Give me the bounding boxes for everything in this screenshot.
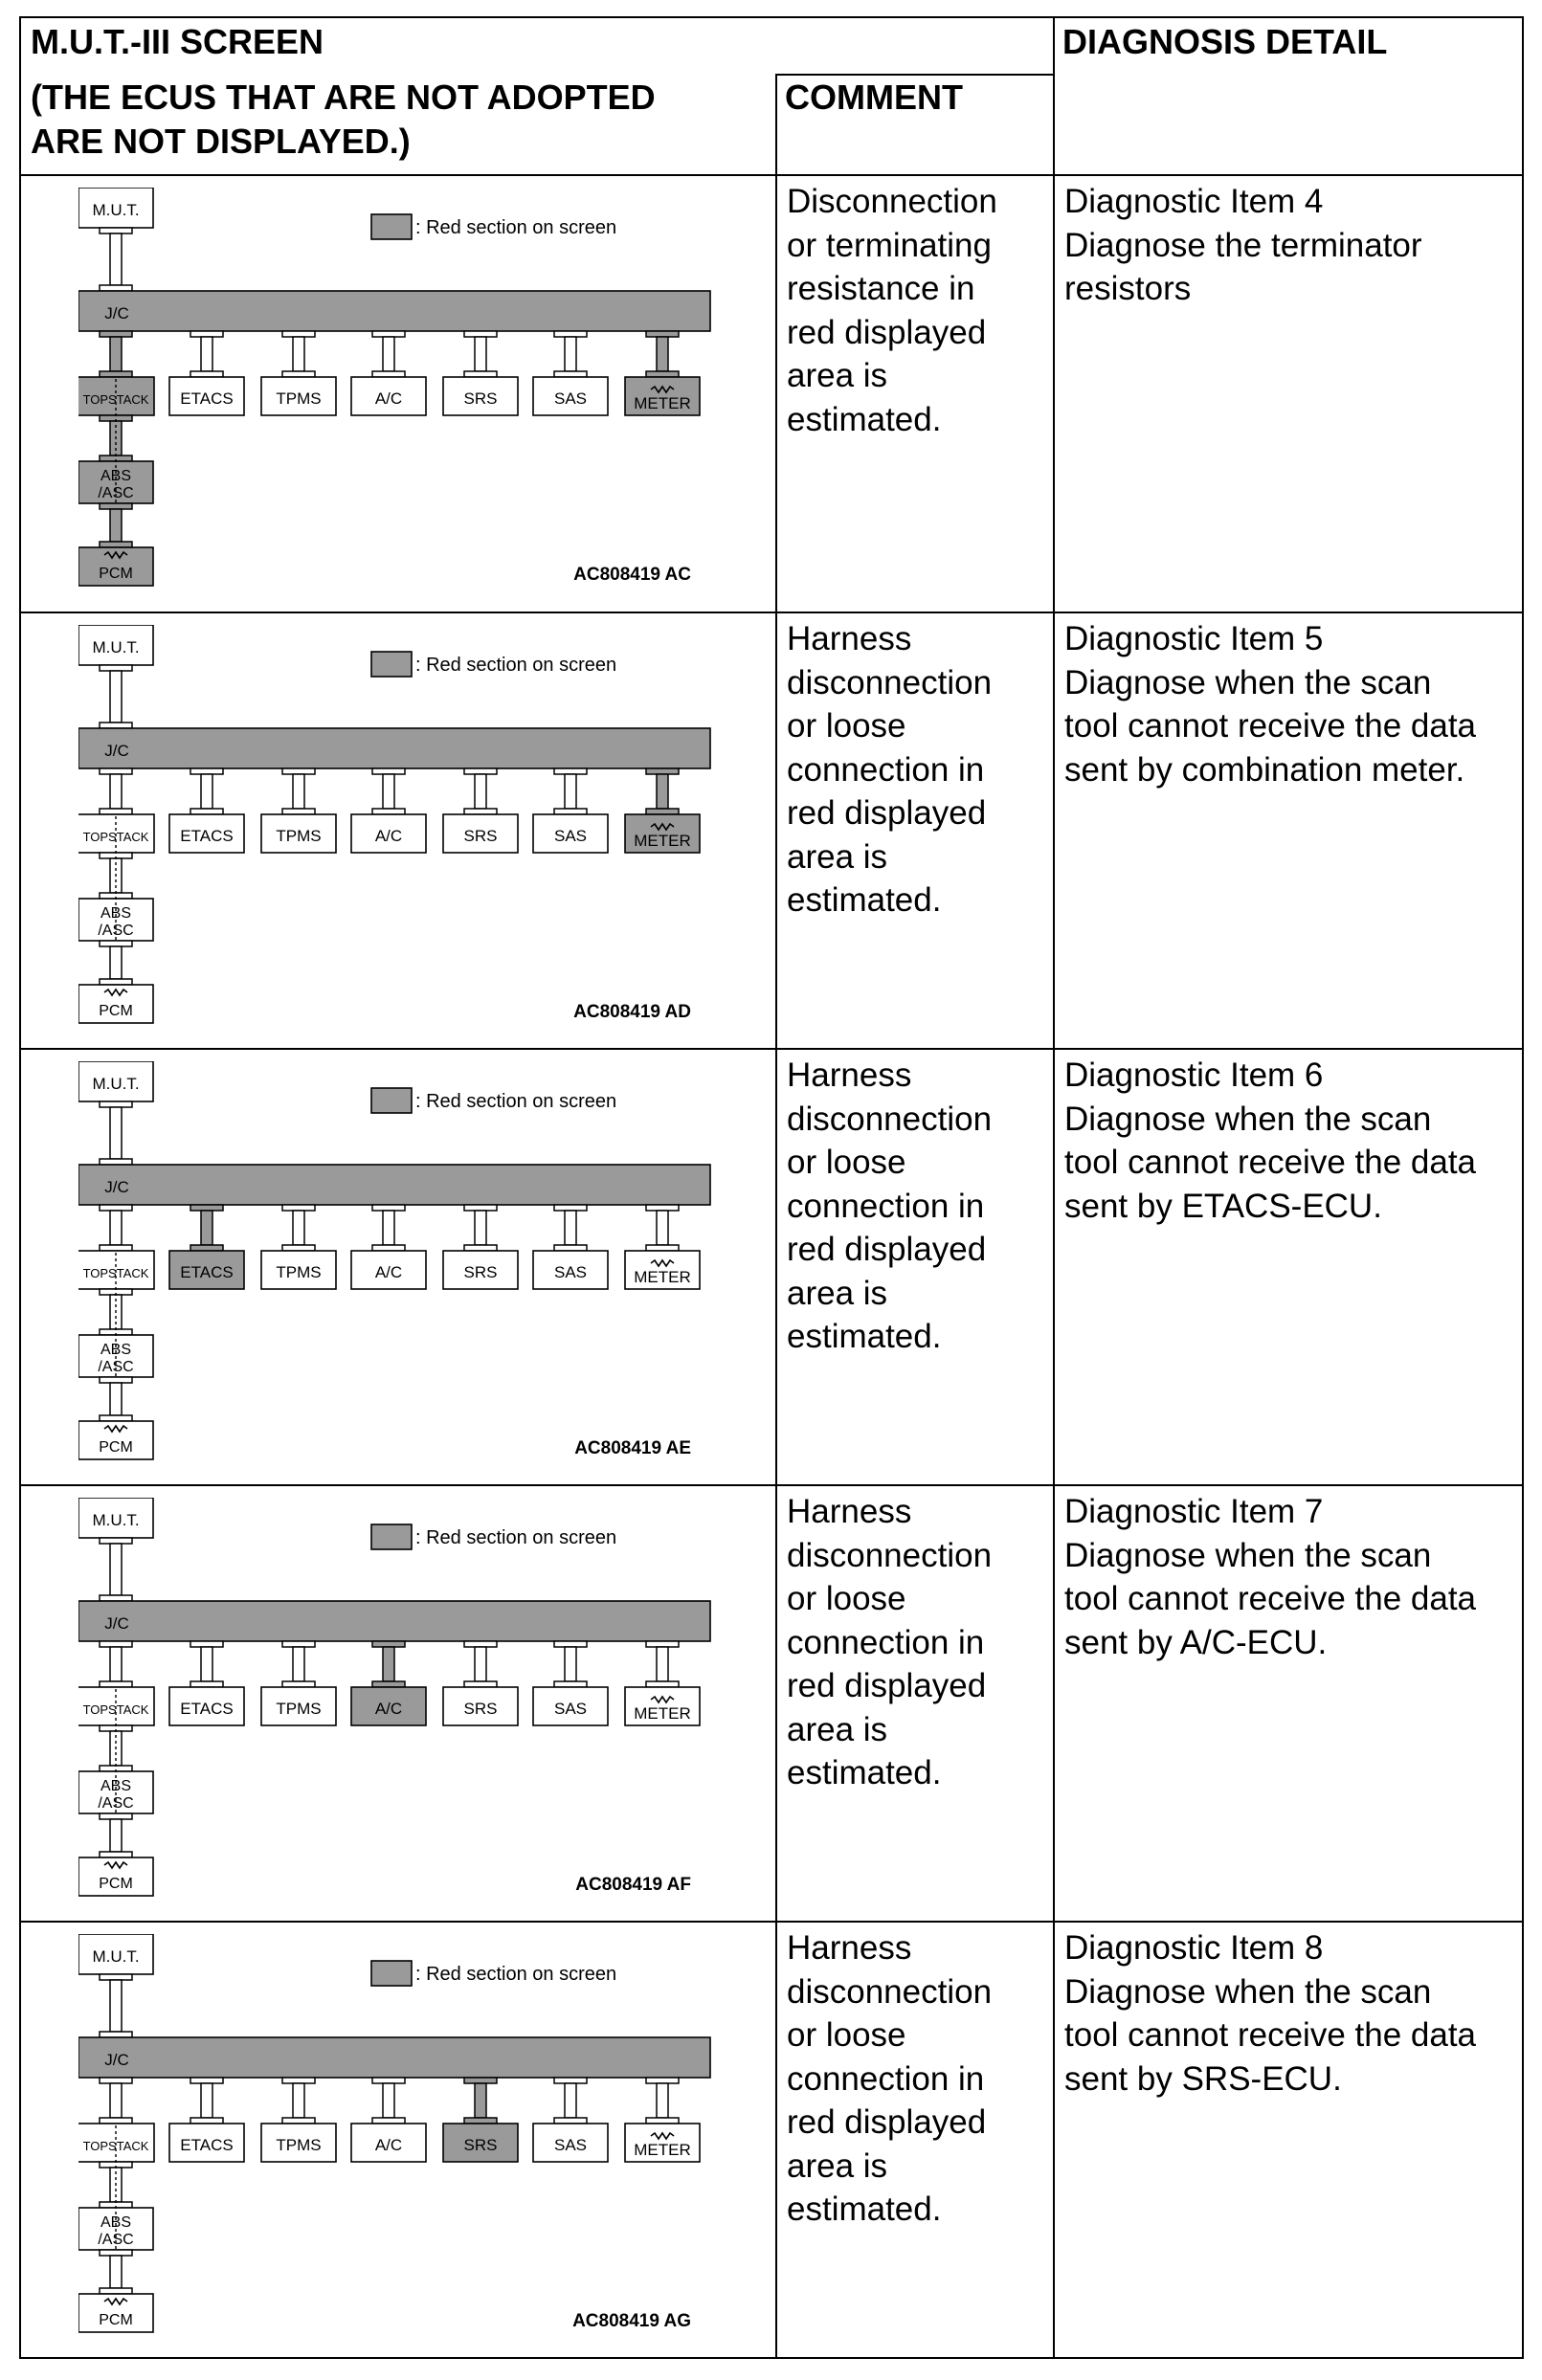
legend-label: : Red section on screen [415, 655, 617, 676]
jc-label: J/C [104, 2051, 129, 2069]
comment-line: or loose [787, 1580, 906, 1617]
jc-label: J/C [104, 1614, 129, 1633]
topstack-stub [100, 2078, 132, 2124]
comment-line: estimated. [787, 400, 942, 438]
comment-line: or terminating [787, 226, 992, 264]
comment-line: area is [787, 837, 888, 876]
meter-label: METER [634, 2141, 691, 2159]
meter-label: METER [634, 1268, 691, 1286]
diagnosis-detail-line: Diagnose when the scan [1064, 1536, 1432, 1574]
srs-label: SRS [463, 1263, 498, 1281]
figure-code: AC808419 AC [573, 565, 691, 585]
header-screen-subtitle-2: ARE NOT DISPLAYED.) [31, 122, 411, 161]
topstack-stub [100, 331, 132, 377]
jc-bus [78, 1165, 710, 1205]
abs-pcm-stub [100, 503, 132, 547]
diagnosis-detail-cell [1055, 613, 1476, 791]
comment-line: area is [787, 357, 888, 394]
meter-stub [646, 1205, 679, 1251]
comment-cell [777, 176, 997, 441]
mut-stub [100, 665, 132, 728]
meter-label: METER [634, 1704, 691, 1723]
abs-label: ABS [100, 468, 132, 484]
etacs-label: ETACS [180, 827, 234, 845]
etacs-stub [190, 331, 223, 377]
meter-stub [646, 1641, 679, 1687]
srs-label: SRS [463, 2136, 498, 2154]
comment-line: estimated. [787, 881, 942, 919]
jc-bus [78, 1601, 710, 1641]
figure-code: AC808419 AE [574, 1438, 691, 1458]
comment-line: connection in [787, 1623, 985, 1661]
mut-label: M.U.T. [92, 1511, 140, 1529]
header-screen-title: M.U.T.-III SCREEN [31, 22, 324, 61]
comment-cell [777, 1923, 992, 2232]
legend-swatch [371, 1961, 412, 1986]
comment-line: disconnection [787, 1536, 993, 1574]
etacs-label: ETACS [180, 389, 234, 408]
comment-line: Harness [787, 1493, 912, 1530]
srs-label: SRS [463, 1700, 498, 1718]
sas-stub [554, 2078, 587, 2124]
header-screen-subtitle-1: (THE ECUS THAT ARE NOT ADOPTED [31, 78, 656, 117]
abs-label: ABS [100, 1778, 132, 1794]
legend-label: : Red section on screen [415, 1091, 617, 1112]
sas-label: SAS [553, 1263, 588, 1281]
tpms-stub [282, 768, 315, 814]
comment-line: red displayed [787, 313, 987, 351]
etacs-stub [190, 2078, 223, 2124]
mut-stub [100, 228, 132, 291]
diagnosis-detail-line: tool cannot receive the data [1064, 707, 1477, 745]
figure-code: AC808419 AG [572, 2311, 691, 2331]
asc-label: /ASC [98, 923, 134, 939]
abs-label: ABS [100, 2214, 132, 2231]
comment-line: estimated. [787, 1754, 942, 1791]
tpms-stub [282, 1641, 315, 1687]
pcm-label: PCM [99, 1003, 133, 1019]
legend-swatch [371, 1088, 412, 1113]
abs-pcm-stub [100, 1377, 132, 1421]
tpms-label: TPMS [276, 2136, 322, 2154]
mut-stub [100, 1974, 132, 2037]
tpms-stub [282, 331, 315, 377]
ac-stub [372, 1641, 405, 1687]
diagnosis-table [19, 16, 1524, 2359]
legend-swatch [371, 1524, 412, 1549]
comment-line: estimated. [787, 1318, 942, 1355]
sas-label: SAS [553, 389, 588, 408]
figure-code: AC808419 AD [573, 1002, 691, 1022]
srs-stub [464, 1641, 497, 1687]
pcm-label: PCM [99, 1439, 133, 1456]
meter-stub [646, 331, 679, 377]
mut-stub [100, 1101, 132, 1165]
diagnosis-detail-cell [1055, 176, 1422, 311]
jc-label: J/C [104, 1178, 129, 1196]
sas-stub [554, 768, 587, 814]
diagnostic-item-title: Diagnostic Item 7 [1064, 1493, 1324, 1530]
pcm-label: PCM [99, 566, 133, 582]
comment-line: disconnection [787, 663, 993, 701]
diagnosis-detail-line: tool cannot receive the data [1064, 1144, 1477, 1181]
legend-swatch [371, 214, 412, 239]
comment-line: or loose [787, 707, 906, 745]
can-bus-diagram [78, 188, 768, 599]
diagnosis-detail-line: Diagnose the terminator [1064, 226, 1422, 264]
figure-code: AC808419 AF [575, 1875, 691, 1895]
srs-label: SRS [463, 827, 498, 845]
etacs-stub [190, 768, 223, 814]
comment-cell [777, 613, 992, 923]
comment-line: Harness [787, 620, 912, 657]
diagnosis-detail-line: tool cannot receive the data [1064, 1580, 1477, 1617]
comment-line: red displayed [787, 2103, 987, 2141]
srs-label: SRS [463, 389, 498, 408]
srs-stub [464, 2078, 497, 2124]
tpms-stub [282, 2078, 315, 2124]
diagnosis-detail-line: sent by SRS-ECU. [1064, 2059, 1342, 2098]
ac-stub [372, 331, 405, 377]
divider-comment-header [775, 74, 1053, 76]
comment-line: red displayed [787, 1667, 987, 1704]
comment-line: red displayed [787, 1231, 987, 1268]
diagnosis-detail-line: Diagnose when the scan [1064, 1972, 1432, 2011]
sas-label: SAS [553, 1700, 588, 1718]
comment-line: disconnection [787, 1972, 993, 2011]
comment-line: connection in [787, 750, 985, 789]
comment-line: disconnection [787, 1100, 993, 1138]
tpms-label: TPMS [276, 389, 322, 408]
diagnosis-detail-line: Diagnose when the scan [1064, 1100, 1432, 1138]
legend-label: : Red section on screen [415, 1527, 617, 1548]
ac-label: A/C [374, 1700, 403, 1718]
topstack-label: TOPSTACK [82, 2139, 149, 2153]
srs-stub [464, 768, 497, 814]
comment-line: or loose [787, 1144, 906, 1181]
meter-label: METER [634, 394, 691, 412]
abs-label: ABS [100, 1342, 132, 1358]
asc-label: /ASC [98, 1795, 134, 1812]
diagnosis-detail-line: Diagnose when the scan [1064, 663, 1432, 701]
header-comment: COMMENT [785, 78, 963, 117]
jc-label: J/C [104, 742, 129, 760]
diagnosis-detail-cell [1055, 1050, 1476, 1228]
meter-label: METER [634, 832, 691, 850]
mut-label: M.U.T. [92, 1947, 140, 1966]
diagnostic-item-title: Diagnostic Item 6 [1064, 1057, 1324, 1094]
ac-stub [372, 768, 405, 814]
comment-line: or loose [787, 2016, 906, 2054]
diagnostic-item-title: Diagnostic Item 4 [1064, 183, 1324, 220]
legend-swatch [371, 652, 412, 677]
mut-label: M.U.T. [92, 201, 140, 219]
abs-pcm-stub [100, 2250, 132, 2294]
jc-bus [78, 291, 710, 331]
asc-label: /ASC [98, 2232, 134, 2248]
comment-cell [777, 1050, 992, 1359]
etacs-label: ETACS [180, 2136, 234, 2154]
pcm-label: PCM [99, 1876, 133, 1892]
srs-stub [464, 331, 497, 377]
jc-bus [78, 2037, 710, 2078]
abs-pcm-stub [100, 941, 132, 985]
comment-line: Disconnection [787, 183, 997, 220]
tpms-label: TPMS [276, 827, 322, 845]
comment-line: area is [787, 1274, 888, 1312]
topstack-stub [100, 1641, 132, 1687]
can-bus-diagram [78, 1498, 768, 1909]
ac-label: A/C [374, 1263, 403, 1281]
sas-stub [554, 331, 587, 377]
meter-stub [646, 2078, 679, 2124]
topstack-label: TOPSTACK [82, 1702, 149, 1717]
comment-line: connection in [787, 1187, 985, 1225]
pcm-label: PCM [99, 2312, 133, 2328]
ac-stub [372, 2078, 405, 2124]
sas-label: SAS [553, 2136, 588, 2154]
can-bus-diagram [78, 1061, 768, 1473]
jc-label: J/C [104, 304, 129, 323]
abs-label: ABS [100, 905, 132, 922]
etacs-label: ETACS [180, 1700, 234, 1718]
diagnosis-detail-cell [1055, 1486, 1476, 1664]
legend-label: : Red section on screen [415, 217, 617, 238]
diagnosis-detail-line: sent by A/C-ECU. [1064, 1623, 1328, 1661]
meter-stub [646, 768, 679, 814]
mut-screen-diagram-cell [21, 1923, 773, 2355]
diagnosis-detail-line: sent by combination meter. [1064, 750, 1465, 789]
mut-screen-diagram-cell [21, 176, 773, 609]
mut-screen-diagram-cell [21, 613, 773, 1046]
etacs-stub [190, 1641, 223, 1687]
asc-label: /ASC [98, 1359, 134, 1375]
ac-label: A/C [374, 389, 403, 408]
mut-stub [100, 1538, 132, 1601]
topstack-label: TOPSTACK [82, 392, 149, 407]
can-bus-diagram [78, 1934, 768, 2346]
diagnosis-detail-cell [1055, 1923, 1476, 2101]
topstack-stub [100, 1205, 132, 1251]
sas-stub [554, 1205, 587, 1251]
etacs-label: ETACS [180, 1263, 234, 1281]
diagnostic-item-title: Diagnostic Item 8 [1064, 1929, 1324, 1967]
mut-screen-diagram-cell [21, 1050, 773, 1482]
diagnosis-detail-line: resistors [1064, 270, 1192, 307]
mut-label: M.U.T. [92, 1075, 140, 1093]
topstack-label: TOPSTACK [82, 1266, 149, 1280]
topstack-stub [100, 768, 132, 814]
comment-line: connection in [787, 2059, 985, 2098]
header-diagnosis-detail: DIAGNOSIS DETAIL [1062, 22, 1388, 61]
legend-label: : Red section on screen [415, 1964, 617, 1985]
comment-line: Harness [787, 1929, 912, 1967]
diagnostic-item-title: Diagnostic Item 5 [1064, 620, 1324, 657]
ac-label: A/C [374, 2136, 403, 2154]
comment-line: Harness [787, 1057, 912, 1094]
comment-line: area is [787, 1710, 888, 1748]
abs-pcm-stub [100, 1813, 132, 1857]
diagnosis-detail-line: sent by ETACS-ECU. [1064, 1187, 1382, 1225]
tpms-label: TPMS [276, 1263, 322, 1281]
sas-stub [554, 1641, 587, 1687]
comment-line: area is [787, 2146, 888, 2185]
comment-cell [777, 1486, 992, 1795]
comment-line: resistance in [787, 270, 975, 307]
mut-label: M.U.T. [92, 638, 140, 656]
can-bus-diagram [78, 625, 768, 1036]
tpms-stub [282, 1205, 315, 1251]
sas-label: SAS [553, 827, 588, 845]
asc-label: /ASC [98, 485, 134, 501]
comment-line: red displayed [787, 794, 987, 832]
srs-stub [464, 1205, 497, 1251]
comment-line: estimated. [787, 2191, 942, 2228]
jc-bus [78, 728, 710, 768]
diagnosis-detail-line: tool cannot receive the data [1064, 2016, 1477, 2054]
tpms-label: TPMS [276, 1700, 322, 1718]
ac-stub [372, 1205, 405, 1251]
mut-screen-diagram-cell [21, 1486, 773, 1919]
topstack-label: TOPSTACK [82, 830, 149, 844]
ac-label: A/C [374, 827, 403, 845]
etacs-stub [190, 1205, 223, 1251]
